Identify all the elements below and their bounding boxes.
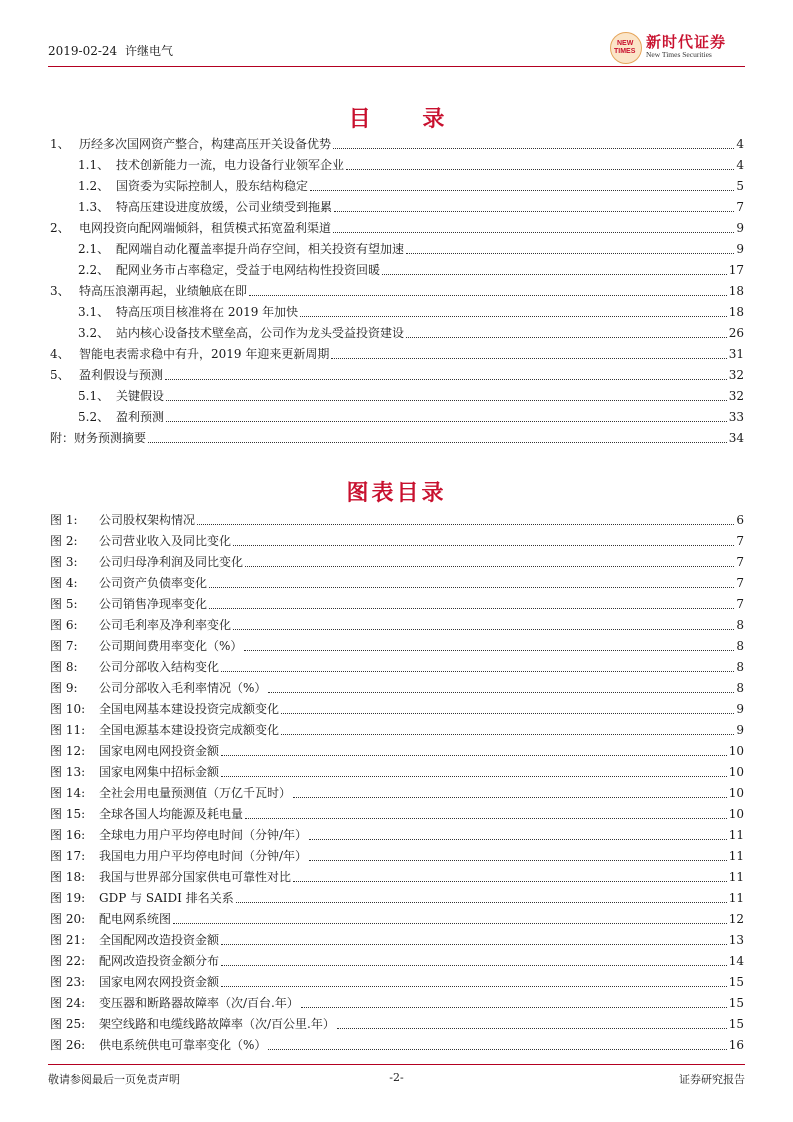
entry-page: 18	[728, 284, 744, 298]
dot-leader	[337, 1028, 727, 1029]
toc-entry[interactable]	[50, 281, 744, 302]
dot-leader	[293, 881, 727, 882]
dot-leader	[221, 776, 727, 777]
entry-page: 32	[728, 389, 744, 403]
toc-entry[interactable]	[50, 176, 744, 197]
entry-number: 5、	[50, 368, 70, 382]
entry-number: 图 3:	[50, 555, 78, 569]
entry-label: 公司资产负债率变化	[99, 576, 208, 590]
figure-entry[interactable]	[50, 972, 744, 993]
toc-entry[interactable]	[50, 365, 744, 386]
figure-entry[interactable]	[50, 762, 744, 783]
dot-leader	[221, 671, 734, 672]
entry-page: 17	[728, 263, 744, 277]
entry-label: 公司期间费用率变化（%）	[99, 639, 243, 653]
entry-label: 全球电力用户平均停电时间（分钟/年）	[99, 828, 308, 842]
entry-number: 1.2、	[78, 179, 110, 193]
figure-entry[interactable]	[50, 720, 744, 741]
entry-page: 34	[728, 431, 744, 445]
entry-label: 关键假设	[116, 389, 165, 403]
entry-number: 图 8:	[50, 660, 78, 674]
entry-label: 供电系统供电可靠率变化（%）	[99, 1038, 267, 1052]
entry-label: 国家电网电网投资金额	[99, 744, 220, 758]
entry-page: 9	[736, 723, 744, 737]
entry-page: 11	[728, 849, 744, 863]
entry-number: 图 22:	[50, 954, 86, 968]
logo-badge-icon	[610, 32, 642, 64]
report-date: 2019-02-24	[48, 44, 118, 58]
entry-page: 18	[728, 305, 744, 319]
entry-page: 8	[736, 618, 744, 632]
dot-leader	[209, 587, 734, 588]
entry-label: 我国与世界部分国家供电可靠性对比	[99, 870, 292, 884]
figure-entry[interactable]	[50, 615, 744, 636]
dot-leader	[221, 944, 727, 945]
dot-leader	[268, 1049, 726, 1050]
toc-entry[interactable]	[50, 155, 744, 176]
entry-number: 图 26:	[50, 1038, 86, 1052]
entry-label: 架空线路和电缆线路故障率（次/百公里.年）	[99, 1017, 335, 1031]
entry-page: 12	[728, 912, 744, 926]
toc-entry[interactable]	[50, 344, 744, 365]
toc-entry[interactable]	[50, 197, 744, 218]
entry-label: 技术创新能力一流，电力设备行业领军企业	[116, 158, 345, 172]
entry-page: 4	[736, 137, 744, 151]
entry-label: 盈利预测	[116, 410, 165, 424]
entry-label: 特高压项目核准将在 2019 年加快	[116, 305, 299, 319]
entry-label: 国资委为实际控制人，股东结构稳定	[116, 179, 309, 193]
disclaimer-note: 敬请参阅最后一页免责声明	[48, 1073, 180, 1086]
entry-number: 图 24:	[50, 996, 86, 1010]
entry-number: 3.1、	[78, 305, 110, 319]
entry-number: 图 18:	[50, 870, 86, 884]
entry-label: 配网改造投资金额分布	[99, 954, 220, 968]
toc-entry[interactable]	[50, 260, 744, 281]
toc-entry[interactable]	[50, 407, 744, 428]
entry-label: 附：财务预测摘要	[50, 431, 147, 445]
company-name: 许继电气	[125, 44, 174, 58]
entry-page: 16	[728, 1038, 744, 1052]
dot-leader	[173, 923, 727, 924]
toc-entry[interactable]	[50, 239, 744, 260]
entry-label: 特高压浪潮再起，业绩触底在即	[79, 284, 248, 298]
figure-entry[interactable]	[50, 1014, 744, 1035]
dot-leader	[197, 524, 734, 525]
entry-page: 10	[728, 786, 744, 800]
dot-leader	[245, 818, 727, 819]
entry-label: 配网业务市占率稳定，受益于电网结构性投资回暖	[116, 263, 381, 277]
dot-leader	[334, 211, 734, 212]
figure-list	[50, 510, 744, 1056]
figure-entry[interactable]	[50, 930, 744, 951]
entry-number: 5.2、	[78, 410, 110, 424]
page-number: -2-	[389, 1071, 404, 1084]
entry-label: 历经多次国网资产整合，构建高压开关设备优势	[79, 137, 332, 151]
figure-entry[interactable]	[50, 825, 744, 846]
dot-leader	[333, 148, 734, 149]
toc-entry[interactable]	[50, 386, 744, 407]
dot-leader	[382, 274, 727, 275]
dot-leader	[300, 316, 727, 317]
entry-page: 8	[736, 681, 744, 695]
dot-leader	[236, 902, 727, 903]
entry-page: 8	[736, 660, 744, 674]
figure-entry[interactable]	[50, 846, 744, 867]
entry-number: 图 4:	[50, 576, 78, 590]
entry-label: 智能电表需求稳中有升，2019 年迎来更新周期	[79, 347, 330, 361]
entry-page: 9	[736, 221, 744, 235]
entry-page: 33	[728, 410, 744, 424]
dot-leader	[233, 545, 734, 546]
entry-label: 公司归母净利润及同比变化	[99, 555, 244, 569]
entry-label: 国家电网农网投资金额	[99, 975, 220, 989]
figure-entry[interactable]	[50, 657, 744, 678]
dot-leader	[293, 797, 727, 798]
entry-number: 5.1、	[78, 389, 110, 403]
entry-label: 公司营业收入及同比变化	[99, 534, 232, 548]
entry-page: 11	[728, 870, 744, 884]
dot-leader	[281, 713, 734, 714]
entry-label: 国家电网集中招标金额	[99, 765, 220, 779]
footer-divider	[48, 1064, 745, 1065]
entry-label: 公司股权架构情况	[99, 513, 196, 527]
entry-number: 图 10:	[50, 702, 86, 716]
entry-number: 图 19:	[50, 891, 86, 905]
report-type: 证券研究报告	[679, 1073, 745, 1086]
figure-entry[interactable]	[50, 510, 744, 531]
entry-number: 图 11:	[50, 723, 86, 737]
header-left	[48, 42, 177, 59]
entry-page: 10	[728, 807, 744, 821]
dot-leader	[301, 1007, 727, 1008]
toc-entry[interactable]	[50, 218, 744, 239]
figure-entry[interactable]	[50, 531, 744, 552]
logo-chinese-name: 新时代证券	[646, 33, 727, 51]
entry-number: 图 6:	[50, 618, 78, 632]
entry-number: 图 9:	[50, 681, 78, 695]
page-header	[48, 30, 745, 64]
logo-english-name: New Times Securities	[646, 50, 712, 59]
entry-number: 图 16:	[50, 828, 86, 842]
entry-number: 图 21:	[50, 933, 86, 947]
dot-leader	[233, 629, 734, 630]
entry-label: 配网端自动化覆盖率提升尚存空间，相关投资有望加速	[116, 242, 405, 256]
entry-number: 4、	[50, 347, 70, 361]
dot-leader	[209, 608, 734, 609]
entry-page: 31	[728, 347, 744, 361]
entry-number: 图 17:	[50, 849, 86, 863]
entry-page: 15	[728, 975, 744, 989]
entry-number: 2、	[50, 221, 70, 235]
figure-entry[interactable]	[50, 993, 744, 1014]
dot-leader	[309, 839, 727, 840]
entry-page: 11	[728, 828, 744, 842]
entry-page: 7	[736, 597, 744, 611]
figure-entry[interactable]	[50, 636, 744, 657]
dot-leader	[221, 965, 727, 966]
entry-label: 盈利假设与预测	[79, 368, 164, 382]
entry-number: 图 12:	[50, 744, 86, 758]
entry-number: 图 15:	[50, 807, 86, 821]
dot-leader	[166, 421, 727, 422]
entry-number: 图 20:	[50, 912, 86, 926]
entry-number: 3、	[50, 284, 70, 298]
entry-label: 全球各国人均能源及耗电量	[99, 807, 244, 821]
dot-leader	[310, 190, 734, 191]
dot-leader	[245, 566, 734, 567]
entry-page: 11	[728, 891, 744, 905]
figure-entry[interactable]	[50, 888, 744, 909]
entry-label: 公司分部收入结构变化	[99, 660, 220, 674]
entry-page: 7	[736, 555, 744, 569]
entry-label: GDP 与 SAIDI 排名关系	[99, 891, 234, 905]
dot-leader	[221, 755, 727, 756]
entry-page: 9	[736, 702, 744, 716]
dot-leader	[346, 169, 734, 170]
entry-page: 26	[728, 326, 744, 340]
entry-page: 15	[728, 1017, 744, 1031]
entry-label: 公司销售净现率变化	[99, 597, 208, 611]
figure-entry[interactable]	[50, 951, 744, 972]
header-divider	[48, 66, 745, 67]
dot-leader	[244, 650, 734, 651]
entry-page: 8	[736, 639, 744, 653]
toc-entry[interactable]	[50, 428, 744, 449]
figure-entry[interactable]	[50, 552, 744, 573]
dot-leader	[331, 358, 726, 359]
toc-list	[50, 134, 744, 449]
entry-number: 1.1、	[78, 158, 110, 172]
entry-page: 7	[736, 200, 744, 214]
entry-page: 5	[736, 179, 744, 193]
entry-label: 全国电网基本建设投资完成额变化	[99, 702, 280, 716]
toc-entry[interactable]	[50, 302, 744, 323]
figure-entry[interactable]	[50, 741, 744, 762]
toc-title: 目 录	[348, 106, 467, 132]
dot-leader	[148, 442, 727, 443]
figure-entry[interactable]	[50, 699, 744, 720]
entry-page: 10	[728, 765, 744, 779]
entry-label: 站内核心设备技术壁垒高，公司作为龙头受益投资建设	[116, 326, 405, 340]
entry-page: 15	[728, 996, 744, 1010]
figure-entry[interactable]	[50, 594, 744, 615]
dot-leader	[281, 734, 734, 735]
entry-number: 1.3、	[78, 200, 110, 214]
figure-list-title: 图表目录	[346, 480, 447, 506]
entry-number: 3.2、	[78, 326, 110, 340]
entry-label: 全国配网改造投资金额	[99, 933, 220, 947]
entry-number: 图 1:	[50, 513, 78, 527]
entry-page: 9	[736, 242, 744, 256]
entry-number: 图 23:	[50, 975, 86, 989]
dot-leader	[406, 253, 734, 254]
entry-page: 4	[736, 158, 744, 172]
figure-entry[interactable]	[50, 783, 744, 804]
toc-entry[interactable]	[50, 134, 744, 155]
entry-label: 公司分部收入毛利率情况（%）	[99, 681, 267, 695]
entry-number: 2.1、	[78, 242, 110, 256]
figure-entry[interactable]	[50, 678, 744, 699]
figure-entry[interactable]	[50, 804, 744, 825]
entry-page: 14	[728, 954, 744, 968]
entry-number: 图 7:	[50, 639, 78, 653]
entry-page: 6	[736, 513, 744, 527]
entry-label: 公司毛利率及净利率变化	[99, 618, 232, 632]
entry-label: 全社会用电量预测值（万亿千瓦时）	[99, 786, 292, 800]
toc-entry[interactable]	[50, 323, 744, 344]
entry-number: 图 14:	[50, 786, 86, 800]
figure-entry[interactable]	[50, 909, 744, 930]
entry-page: 7	[736, 576, 744, 590]
dot-leader	[166, 400, 727, 401]
entry-page: 32	[728, 368, 744, 382]
entry-label: 全国电源基本建设投资完成额变化	[99, 723, 280, 737]
dot-leader	[309, 860, 727, 861]
entry-page: 10	[728, 744, 744, 758]
dot-leader	[249, 295, 727, 296]
entry-label: 配电网系统图	[99, 912, 172, 926]
entry-number: 图 13:	[50, 765, 86, 779]
entry-label: 我国电力用户平均停电时间（分钟/年）	[99, 849, 308, 863]
brand-logo	[610, 30, 745, 64]
figure-entry[interactable]	[50, 573, 744, 594]
dot-leader	[165, 379, 727, 380]
entry-label: 电网投资向配网端倾斜，租赁模式拓宽盈利渠道	[79, 221, 332, 235]
entry-page: 13	[728, 933, 744, 947]
entry-number: 图 5:	[50, 597, 78, 611]
dot-leader	[333, 232, 734, 233]
entry-number: 2.2、	[78, 263, 110, 277]
entry-number: 1、	[50, 137, 70, 151]
entry-page: 7	[736, 534, 744, 548]
dot-leader	[406, 337, 727, 338]
dot-leader	[268, 692, 734, 693]
figure-entry[interactable]	[50, 1035, 744, 1056]
dot-leader	[221, 986, 727, 987]
figure-entry[interactable]	[50, 867, 744, 888]
logo-badge-bottom: TIMES	[614, 48, 636, 55]
entry-number: 图 25:	[50, 1017, 86, 1031]
entry-label: 变压器和断路器故障率（次/百台.年）	[99, 996, 299, 1010]
entry-number: 图 2:	[50, 534, 78, 548]
entry-label: 特高压建设进度放缓，公司业绩受到拖累	[116, 200, 333, 214]
logo-badge-top: NEW	[617, 40, 634, 47]
